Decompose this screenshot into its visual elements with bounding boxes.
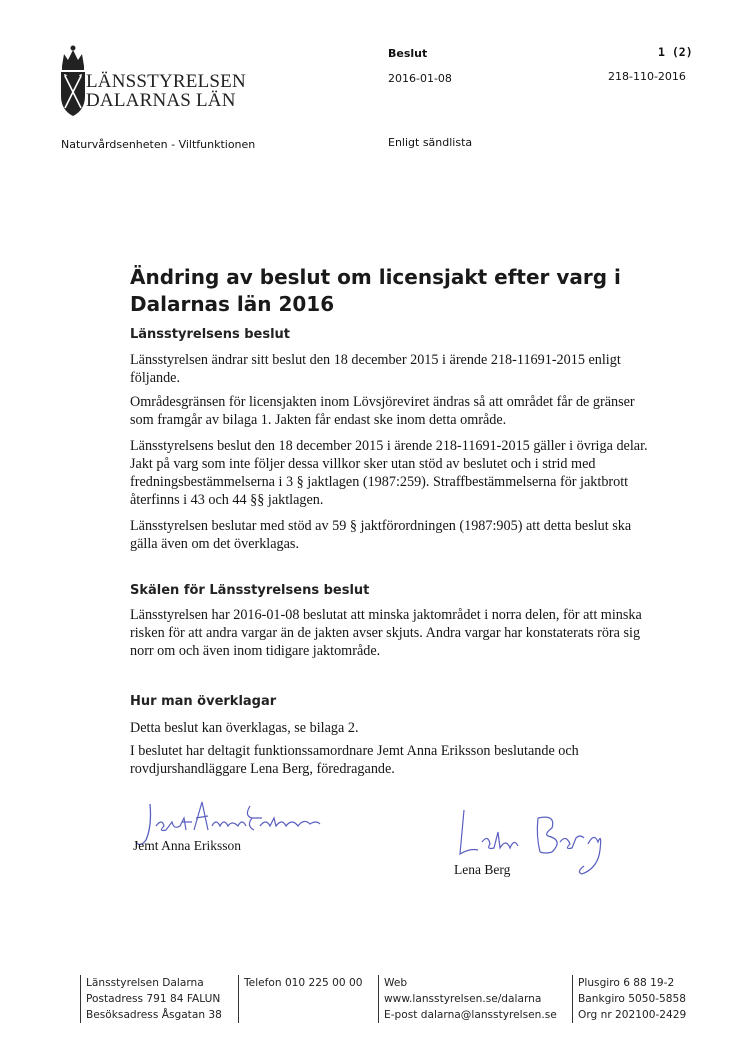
- footer-address: [80, 975, 236, 1023]
- signatory-right-name: Lena Berg: [454, 862, 511, 877]
- paragraph: Detta beslut kan överklagas, se bilaga 2.: [130, 720, 359, 736]
- section-heading: Länsstyrelsens beslut: [130, 327, 291, 342]
- footer-line: Org nr 202100-2429: [578, 1009, 687, 1021]
- footer-line: Telefon 010 225 00 00: [244, 977, 363, 989]
- case-number: 218-110-2016: [608, 70, 686, 83]
- page-indicator: 1 (2): [658, 45, 693, 59]
- footer-line: Länsstyrelsen Dalarna: [86, 977, 204, 989]
- paragraph: Länsstyrelsen har 2016-01-08 beslutat att minska jaktområdet i norra delen, för att minska risken för att andra vargar än de jakten avser skjuts. Andra vargar har konstaterats röra sig norr om och även inom tidigare jaktområde.: [130, 607, 642, 659]
- document-title: Ändring av beslut om licensjakt efter varg i Dalarnas län 2016: [130, 265, 621, 316]
- footer-line: E-post dalarna@lansstyrelsen.se: [384, 1009, 557, 1021]
- recipient: Enligt sändlista: [388, 136, 473, 149]
- section-heading: Skälen för Länsstyrelsens beslut: [130, 583, 370, 598]
- document-date: 2016-01-08: [388, 72, 452, 85]
- paragraph: I beslutet har deltagit funktionssamordnare Jemt Anna Eriksson beslutande och rovdjurshandläggare Lena Berg, föredragande.: [130, 743, 579, 777]
- paragraph: Länsstyrelsen beslutar med stöd av 59 § jaktförordningen (1987:905) att detta beslut ska gälla även om det överklagas.: [130, 518, 632, 552]
- footer-payment: [572, 975, 708, 1023]
- agency-logo-text: [86, 72, 246, 110]
- signatory-left-name: Jemt Anna Eriksson: [133, 838, 241, 853]
- document-type: Beslut: [388, 47, 428, 60]
- paragraph: Länsstyrelsens beslut den 18 december 2015 i ärende 218-11691-2015 gäller i övriga delar. Jakt på varg som inte följer dessa villkor sker utan stöd av beslutet och i strid med fredningsbestämmelserna i 3 § jaktlagen (1987:259). Straffbestämmelserna för jaktbrott återfinns i 43 och 44 §§ jaktlagen.: [130, 438, 648, 508]
- footer-line: Postadress 791 84 FALUN: [86, 993, 221, 1005]
- crown-crest-icon: [58, 44, 88, 122]
- footer-web-email: [378, 975, 564, 1023]
- issuing-unit: Naturvårdsenheten - Viltfunktionen: [61, 138, 256, 151]
- footer-line: Bankgiro 5050-5858: [578, 993, 686, 1005]
- paragraph: Områdesgränsen för licensjakten inom Lövsjöreviret ändras så att området får de gränser som framgår av bilaga 1. Jakten får endast ske inom detta område.: [130, 394, 635, 428]
- footer-line: Plusgiro 6 88 19-2: [578, 977, 675, 989]
- logo-line-2: DALARNAS LÄN: [86, 90, 236, 111]
- footer-line: Besöksadress Åsgatan 38: [86, 1009, 222, 1021]
- footer-phone: [238, 975, 374, 1023]
- paragraph: Länsstyrelsen ändrar sitt beslut den 18 december 2015 i ärende 218-11691-2015 enligt följande.: [130, 352, 621, 386]
- footer-line: Web www.lansstyrelsen.se/dalarna: [384, 977, 542, 1005]
- section-heading: Hur man överklagar: [130, 694, 277, 709]
- logo-line-1: LÄNSSTYRELSEN: [86, 71, 246, 92]
